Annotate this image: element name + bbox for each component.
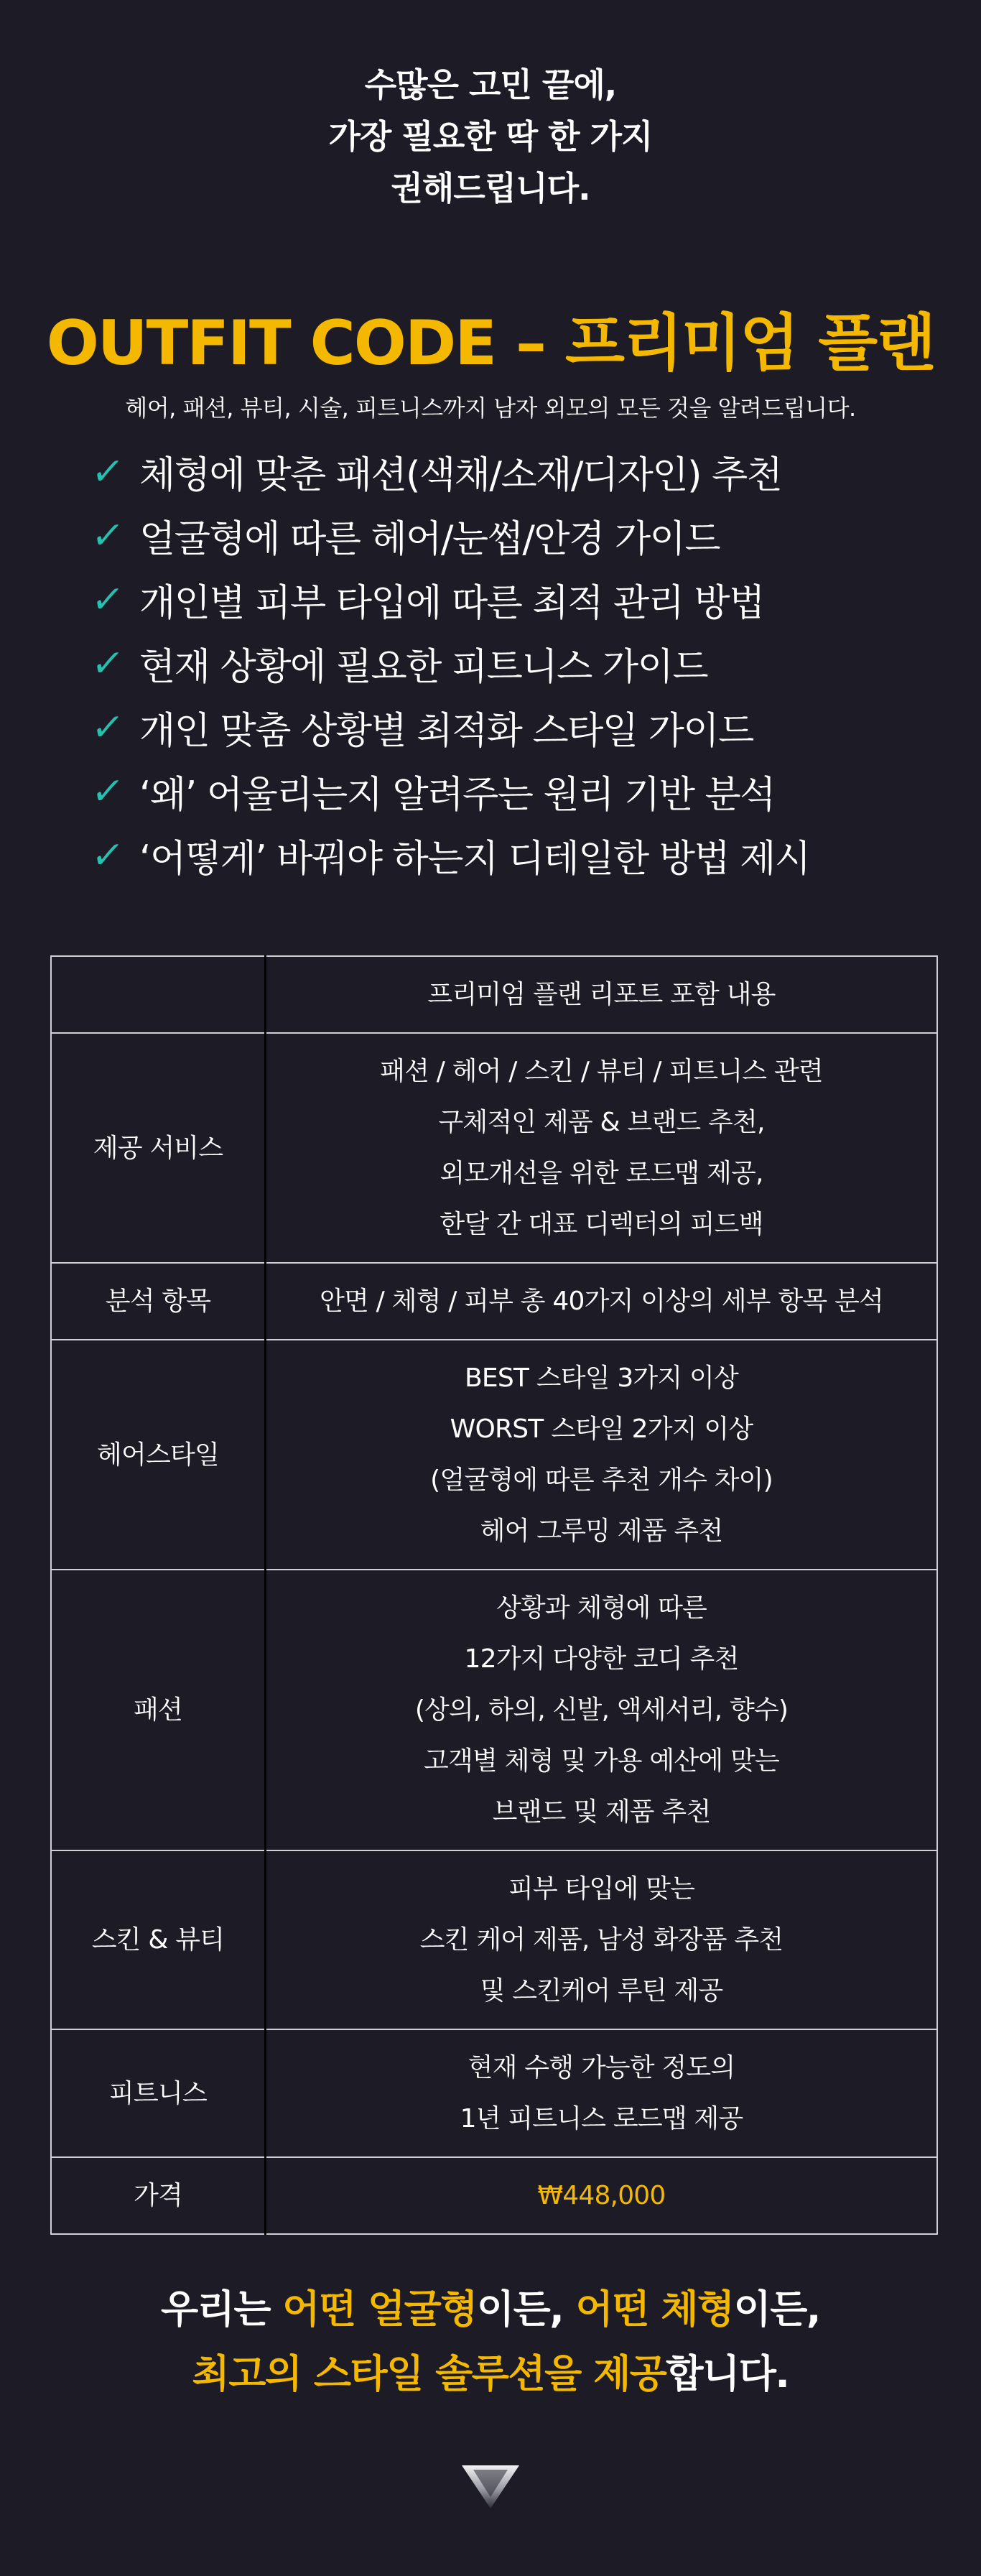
row-content-line: 구체적인 제품 & 브랜드 추천, <box>438 1108 765 1137</box>
row-content-line: 피부 타입에 맞는 <box>508 1874 695 1904</box>
closing-highlight: 최고의 스타일 솔루션을 제공 <box>192 2351 666 2396</box>
feature-list <box>88 440 918 887</box>
row-content-line: 스킨 케어 제품, 남성 화장품 추천 <box>419 1925 784 1955</box>
feature-item <box>88 823 918 887</box>
closing-text: 우리는 <box>161 2287 283 2332</box>
row-content-line: (상의, 하의, 신발, 액세서리, 향수) <box>414 1695 789 1725</box>
row-content-line: 고객별 체형 및 가용 예산에 맞는 <box>424 1746 779 1776</box>
feature-text: 현재 상황에 필요한 피트니스 가이드 <box>139 646 708 689</box>
table-row <box>51 1850 937 2029</box>
closing-highlight: 어떤 체형 <box>575 2287 734 2332</box>
table-header-content: 프리미엄 플랜 리포트 포함 내용 <box>266 956 938 1033</box>
feature-text: 개인별 피부 타입에 따른 최적 관리 방법 <box>139 582 764 625</box>
table-row <box>51 2029 937 2157</box>
feature-item <box>88 759 918 823</box>
row-content-line: (얼굴형에 따른 추천 개수 차이) <box>430 1465 773 1495</box>
closing-text: 이든, <box>733 2287 820 2332</box>
row-content-line: 상황과 체형에 따른 <box>496 1593 707 1623</box>
check-icon: ✓ <box>88 769 126 813</box>
row-label: 스킨 & 뷰티 <box>51 1850 266 2029</box>
table-row <box>51 1263 937 1340</box>
closing-line <box>0 2342 981 2406</box>
feature-text: ‘왜’ 어울리는지 알려주는 원리 기반 분석 <box>139 774 775 817</box>
intro-line: 권해드립니다. <box>391 169 590 208</box>
check-icon: ✓ <box>88 641 126 685</box>
feature-item <box>88 567 918 631</box>
closing-message <box>0 2277 981 2406</box>
table-row <box>51 1033 937 1263</box>
row-content-line: 및 스킨케어 루틴 제공 <box>480 1976 723 2006</box>
row-content-line: 패션 / 헤어 / 스킨 / 뷰티 / 피트니스 관련 <box>380 1057 823 1086</box>
feature-item <box>88 504 918 567</box>
table-header-row <box>51 956 937 1033</box>
row-label: 패션 <box>51 1570 266 1850</box>
row-label: 가격 <box>51 2157 266 2234</box>
row-content-line: 브랜드 및 제품 추천 <box>492 1797 711 1827</box>
check-icon: ✓ <box>88 705 126 749</box>
plan-title: OUTFIT CODE – 프리미엄 플랜 <box>46 307 935 379</box>
feature-item <box>88 440 918 504</box>
feature-item <box>88 631 918 695</box>
row-label: 분석 항목 <box>51 1263 266 1340</box>
row-label: 제공 서비스 <box>51 1033 266 1263</box>
feature-text: 개인 맞춤 상황별 최적화 스타일 가이드 <box>139 710 753 753</box>
row-content <box>266 2157 938 2234</box>
table-header-label <box>51 956 266 1033</box>
row-content <box>266 1340 938 1570</box>
feature-text: ‘어떻게’ 바꿔야 하는지 디테일한 방법 제시 <box>139 838 810 881</box>
row-label: 피트니스 <box>51 2029 266 2157</box>
row-content-line: 안면 / 체형 / 피부 총 40가지 이상의 세부 항목 분석 <box>320 1287 883 1316</box>
check-icon: ✓ <box>88 578 126 621</box>
closing-line <box>0 2277 981 2342</box>
intro-heading <box>0 59 981 214</box>
feature-text: 체형에 맞춘 패션(색채/소재/디자인) 추천 <box>139 454 782 497</box>
feature-text: 얼굴형에 따른 헤어/눈썹/안경 가이드 <box>139 518 720 561</box>
row-label: 헤어스타일 <box>51 1340 266 1570</box>
row-content <box>266 1033 938 1263</box>
closing-text: 합니다. <box>666 2351 789 2396</box>
row-content-line: BEST 스타일 3가지 이상 <box>465 1363 738 1393</box>
plan-subtitle: 헤어, 패션, 뷰티, 시술, 피트니스까지 남자 외모의 모든 것을 알려드립니다. <box>125 394 856 422</box>
row-content-line: 1년 피트니스 로드맵 제공 <box>460 2104 743 2133</box>
table-row <box>51 1570 937 1850</box>
table-row <box>51 2157 937 2234</box>
check-icon: ✓ <box>88 514 126 557</box>
row-content <box>266 2029 938 2157</box>
closing-highlight: 어떤 얼굴형 <box>282 2287 477 2332</box>
row-content <box>266 1570 938 1850</box>
row-content-line: 헤어 그루밍 제품 추천 <box>480 1516 723 1546</box>
row-content-line: 현재 수행 가능한 정도의 <box>468 2053 735 2082</box>
row-content-line: 한달 간 대표 디렉터의 피드백 <box>440 1210 763 1239</box>
row-content-line: WORST 스타일 2가지 이상 <box>450 1414 753 1444</box>
chevron-down-icon <box>462 2465 519 2511</box>
row-content <box>266 1850 938 2029</box>
feature-item <box>88 695 918 759</box>
intro-line: 가장 필요한 딱 한 가지 <box>328 117 653 156</box>
row-content-line: 12가지 다양한 코디 추천 <box>464 1644 739 1674</box>
row-content <box>266 1263 938 1340</box>
check-icon: ✓ <box>88 833 126 877</box>
row-content-line: 외모개선을 위한 로드맵 제공, <box>440 1159 763 1188</box>
check-icon: ✓ <box>88 450 126 494</box>
price-value: ₩448,000 <box>537 2181 666 2210</box>
closing-text: 이든, <box>476 2287 576 2332</box>
plan-comparison-table <box>50 955 938 2235</box>
table-row <box>51 1340 937 1570</box>
intro-line: 수많은 고민 끝에, <box>364 65 617 104</box>
